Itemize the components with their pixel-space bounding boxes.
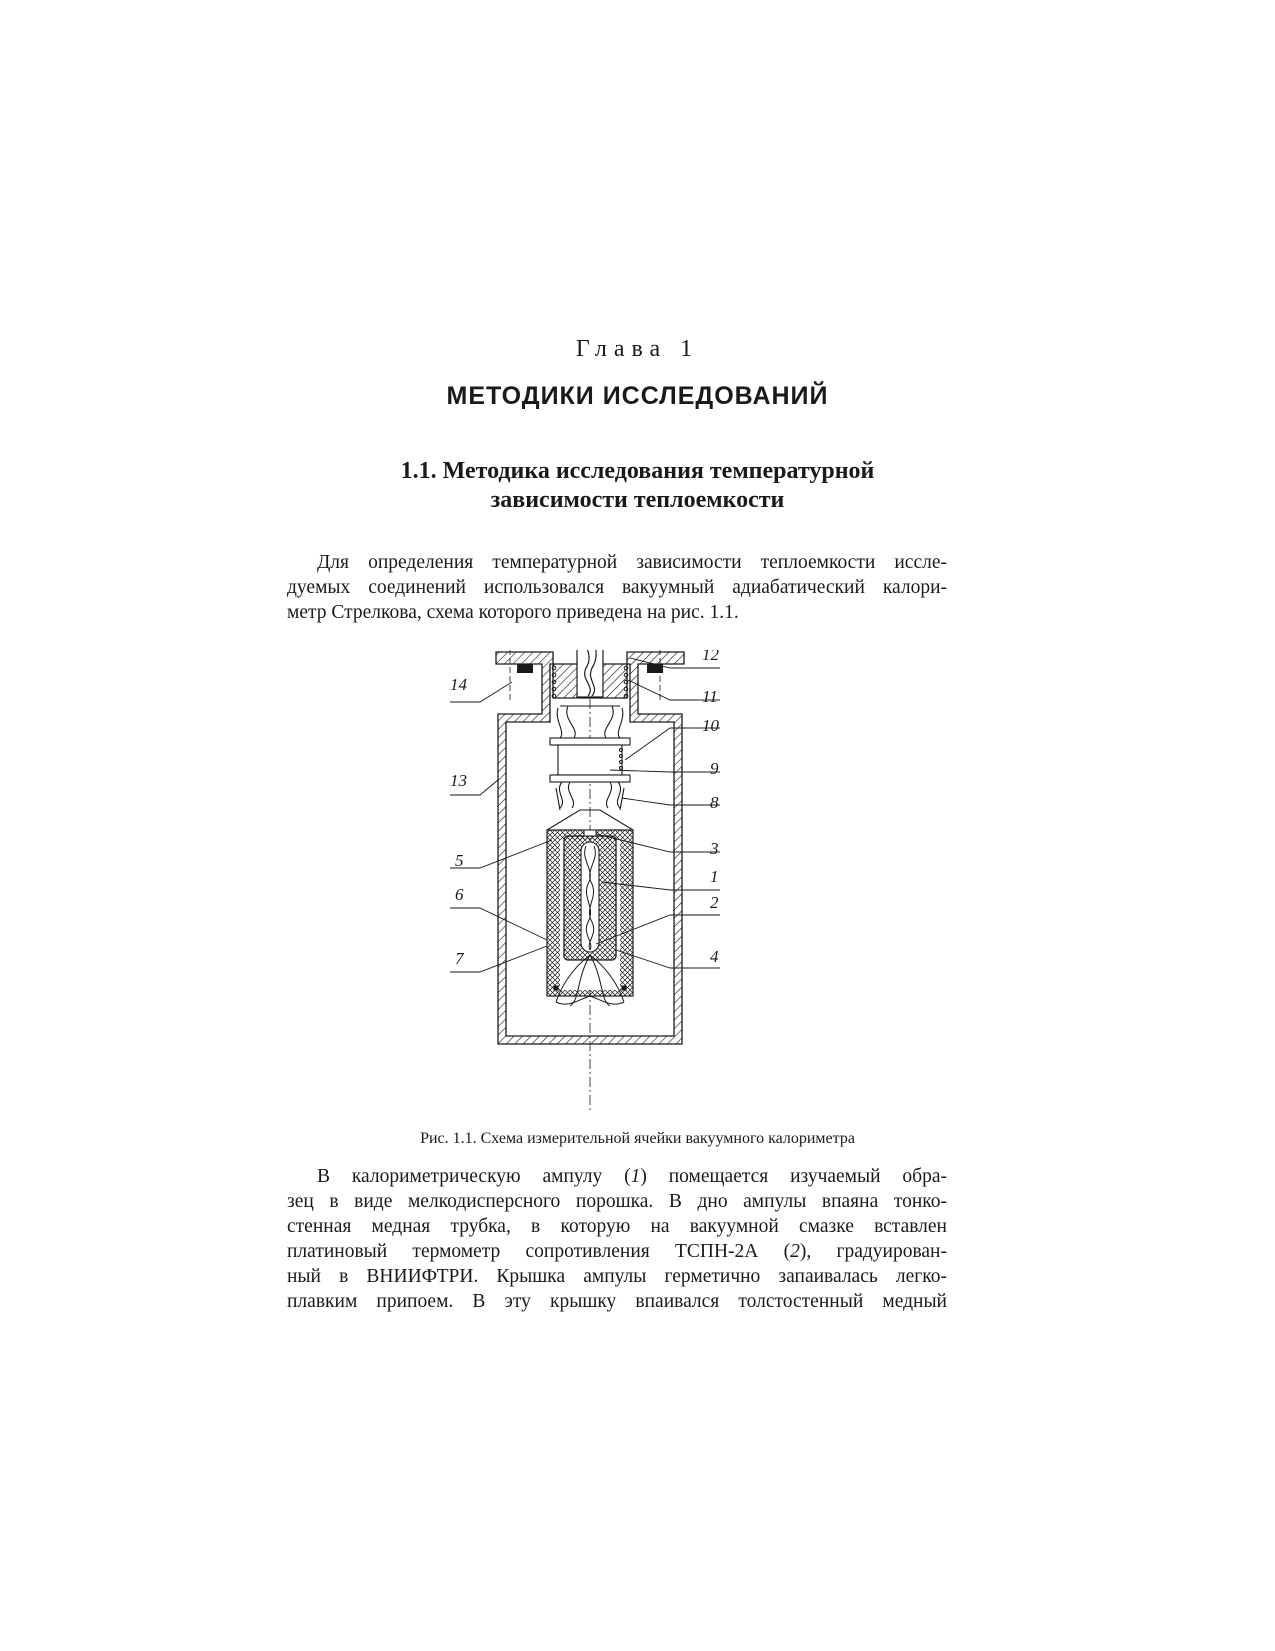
label-12: 12 — [702, 650, 719, 664]
paragraph-line: В калориметрическую ампулу (1) помещается изучаемый обра- — [317, 1166, 947, 1187]
chapter-title: МЕТОДИКИ ИССЛЕДОВАНИЙ — [446, 382, 829, 410]
paragraph-line: Для определения температурной зависимости теплоемкости иссле- — [317, 552, 947, 573]
label-14: 14 — [450, 675, 467, 694]
paragraph-line: платиновый термометр сопротивления ТСПН-2А (2), градуирован- — [287, 1241, 947, 1262]
label-1: 1 — [710, 867, 719, 886]
central-tube — [577, 650, 603, 697]
figure-caption: Рис. 1.1. Схема измерительной ячейки вакуумного калориметра — [420, 1130, 855, 1147]
section-title-line-2: зависимости теплоемкости — [490, 487, 785, 513]
paragraph-line: ный в ВНИИФТРИ. Крышка ампулы герметично запаивалась легко- — [287, 1266, 947, 1287]
label-10: 10 — [702, 716, 719, 735]
section-title — [0, 457, 1275, 515]
intro-paragraph — [287, 550, 947, 625]
calorimeter-diagram — [450, 650, 810, 1110]
label-7: 7 — [455, 949, 464, 968]
paragraph-line: плавким припоем. В эту крышку впаивался толстостенный медный — [287, 1291, 947, 1312]
ampoule — [564, 830, 616, 960]
label-13: 13 — [450, 771, 467, 790]
label-6: 6 — [455, 885, 464, 904]
label-11: 11 — [702, 687, 718, 706]
paragraph-line: метр Стрелкова, схема которого приведена на рис. 1.1. — [287, 602, 739, 623]
paragraph-line: стенная медная трубка, в которую на вакуумной смазке вставлен — [287, 1216, 947, 1237]
label-4: 4 — [710, 947, 719, 966]
body-paragraph — [287, 1164, 947, 1314]
section-title-line-1: 1.1. Методика исследования температурной — [400, 458, 875, 484]
label-9: 9 — [710, 759, 719, 778]
paragraph-line: дуемых соединений использовался вакуумный адиабатический калори- — [287, 577, 947, 598]
label-5: 5 — [455, 851, 464, 870]
seal-left — [517, 664, 533, 673]
label-8: 8 — [710, 793, 719, 812]
paragraph-line: зец в виде мелкодисперсного порошка. В дно ампулы впаяна тонко- — [287, 1191, 947, 1212]
label-3: 3 — [710, 839, 719, 858]
chapter-label: Глава 1 — [575, 336, 700, 362]
label-2: 2 — [710, 893, 719, 912]
